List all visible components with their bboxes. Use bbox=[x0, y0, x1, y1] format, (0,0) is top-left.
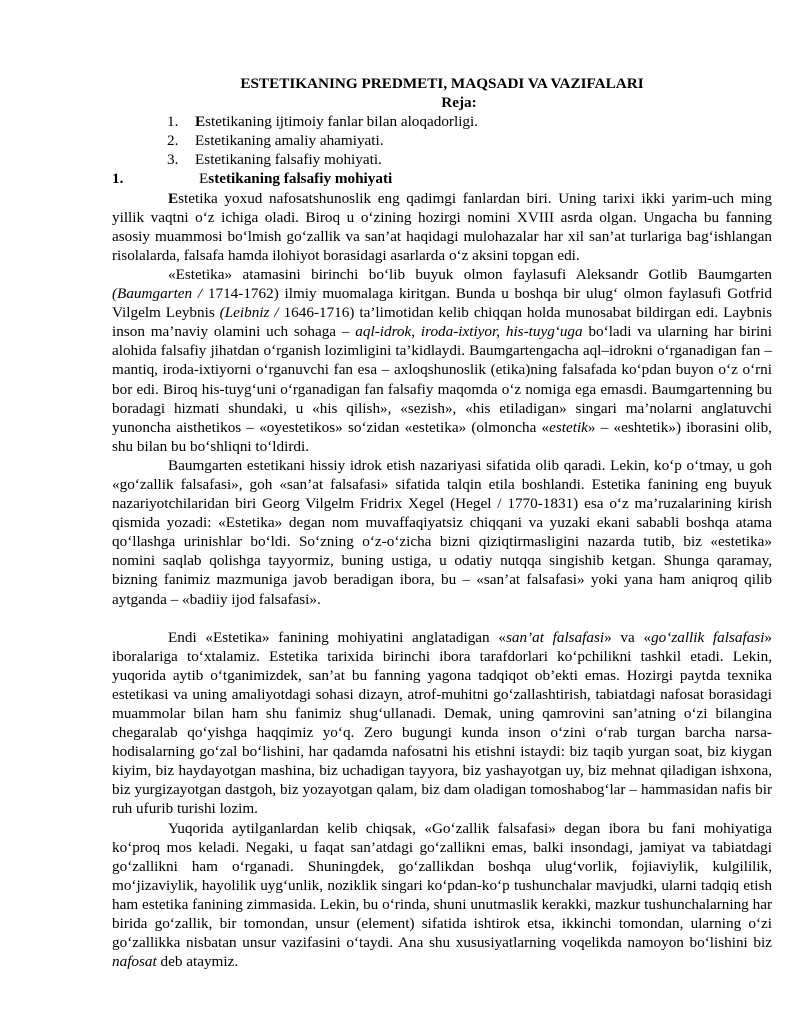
document-title: ESTETIKANING PREDMETI, MAQSADI VA VAZIFALARI bbox=[240, 75, 644, 92]
paragraph-2-italic: estetik bbox=[549, 418, 588, 436]
paragraph-2 bbox=[112, 265, 772, 456]
paragraph-4-part: » va « bbox=[604, 628, 652, 646]
paragraph-1-initial: E bbox=[168, 189, 179, 207]
paragraph-5-part: deb ataymiz. bbox=[156, 953, 239, 971]
paragraph-2-part: bo‘ladi va ularning har birini alohida falsafiy jihatdan o‘rganish lozimligini ta’kidlaydi. Baumgartengacha aql–idrokni o‘rganadigan fan – mantiq, iroda-ixtiyorni o‘rganuvchi fan esa – axloqshunoslik (etika)ning falsafada ko‘pdan buyon o‘z o‘rni bor edi. Biroq his-tuyg‘uni o‘rganadigan fan falsafiy maqomda o‘z nomiga ega emasdi. Baumgartenning bu boradagi hizmati shundaki, u «his qilish», «sezish», «his etiladigan» singari ma’nolarni anglatuvchi yunoncha aisthetikos – «oyestetikos» so‘zidan «estetika» (olmoncha « bbox=[112, 323, 772, 436]
plan-heading: Reja: bbox=[441, 94, 477, 112]
paragraph-4 bbox=[112, 628, 772, 819]
plan-item-text: Estetikaning falsafiy mohiyati. bbox=[195, 151, 382, 169]
paragraph-1 bbox=[112, 189, 772, 265]
section-title-initial: E bbox=[199, 170, 209, 188]
paragraph-4-italic: san’at falsafasi bbox=[505, 628, 605, 646]
paragraph-4-italic: go‘zallik falsafasi bbox=[651, 628, 765, 646]
paragraph-2-italic: (Baumgarten / bbox=[112, 285, 203, 303]
paragraph-2-italic: aql-idrok, iroda-ixtiyor, his-tuyg‘uga bbox=[355, 323, 583, 341]
section-title bbox=[199, 169, 772, 188]
section-heading bbox=[112, 169, 772, 188]
plan-item-number: 3. bbox=[167, 151, 179, 169]
paragraph-2-part: 1646-1716) ta’limotidan kelib chiqqan holda munosabat bildirgan edi. Laybnis inson ma’naviy olamini uch sohaga – bbox=[112, 304, 772, 341]
paragraph-1-text: stetika yoxud nafosatshunoslik eng qadimgi fanlardan biri. Uning tarixi ikki yarim-uch ming yillik vaqtni o‘z ichiga oladi. Biroq u o‘zining hozirgi nomini XVIII asrda olgan. Ungacha bu fanning asosiy muammosi bo‘lmish go‘zallik va san’at haqidagi mulohazalar har xil san’at turlariga bag‘ishlangan risolalarda, falsafa hamda ilohiyot borasidagi asarlarda o‘z aksini topgan edi. bbox=[112, 189, 772, 264]
plan-item-rest: stetikaning ijtimoiy fanlar bilan aloqadorligi. bbox=[205, 113, 479, 131]
plan-item-number: 1. bbox=[167, 113, 179, 131]
plan-item-number: 2. bbox=[167, 132, 179, 150]
plan-item bbox=[167, 112, 772, 131]
paragraph-5-part: Yuqorida aytilganlardan kelib chiqsak, «Go‘zallik falsafasi» degan ibora bu fani mohiyatiga ko‘proq mos keladi. Negaki, u faqat san’atdagi go‘zallikni emas, balki insondagi, jamiyat va tabiatdagi go‘zallikni ham o‘rganadi. Shuningdek, go‘zallikdan boshqa ulug‘vorlik, fojiaviylik, kulgililik, mo‘jizaviylik, hayolilik uyg‘unlik, noziklik singari ko‘pdan-ko‘p tushunchalar mavjudki, ularni tadqiq etish ham estetika fanining zimmasida. Lekin, bu o‘rinda, shuni unutmaslik kerakki, mazkur tushunchalarning har birida go‘zallik, bir tomondan, unsur (element) sifatida ishtirok etsa, ikkinchi tomondan, ularning o‘zi go‘zallikka nisbatan unsur vazifasini o‘taydi. Ana shu xususiyatlarning voqelikda namoyon bo‘lishini biz bbox=[112, 819, 772, 952]
plan-item-text: Estetikaning amaliy ahamiyati. bbox=[195, 132, 384, 150]
plan-item bbox=[167, 150, 772, 169]
paragraph-3: Baumgarten estetikani hissiy idrok etish nazariyasi sifatida olib qaradi. Lekin, ko‘p o‘tmay, u goh «go‘zallik falsafasi», goh «san’at falsafasi» sifatida talqin etila boshlandi. Estetika fanining eng buyuk nazariyotchilaridan biri Georg Vilgelm Fridrix Xegel (Hegel / 1770-1831) esa o‘z ma’ruzalarining kirish qismida yozadi: «Estetika» degan nom muvaffaqiyatsiz chiqqani va yuzaki ekani sababli boshqa atama qo‘llashga urinishlar bo‘ldi. So‘zning o‘z-o‘zicha bizni qiziqtirmasligini nazarda tutib, biz «estetika» nomini saqlab qolishga tayyormiz, buning ustiga, u odatiy nutqqa singishib ketgan. Shunga qaramay, bizning fanimiz mazmuniga javob beradigan ibora, bu – «san’at falsafasi» yoki yana ham aniqroq qilib aytganda – «badiiy ijod falsafasi». bbox=[112, 456, 772, 608]
paragraph-4-part: Endi «Estetika» fanining mohiyatini anglatadigan « bbox=[168, 628, 506, 646]
paragraph-5-italic: nafosat bbox=[112, 953, 157, 971]
plan-item-text bbox=[195, 112, 478, 131]
plan-item-initial: E bbox=[195, 113, 206, 131]
plan-item bbox=[167, 131, 772, 150]
paragraph-2-italic: (Leibniz / bbox=[219, 304, 279, 322]
paragraph-5 bbox=[112, 819, 772, 972]
section-number: 1. bbox=[112, 170, 124, 188]
document-page bbox=[112, 74, 772, 971]
paragraph-2-part: «Estetika» atamasini birinchi bo‘lib buyuk olmon faylasufi Aleksandr Gotlib Baumgarten bbox=[168, 265, 772, 283]
plan-list bbox=[112, 112, 772, 169]
paragraph-2-part: » – «eshtetik») iborasini olib, shu bilan bu bo‘shliqni to‘ldirdi. bbox=[112, 418, 772, 455]
paragraph-4-part: » iboralariga to‘xtalamiz. Estetika tarixida birinchi ibora tarafdorlari ko‘pchilikni tashkil etadi. Lekin, yuqorida aytib o‘tganimizdek, san’at bu fanning yagona tadqiqot ob’ekti emas. Hozirgi paytda texnika estetikasi va uning amaliyotdagi sohasi dizayn, atrof-muhitni go‘zallashtirish, tabiatdagi nafosat borasidagi muammolar bilan ham shu fanimiz shug‘ullanadi. Demak, uning qamrovini san’atning o‘zi bilangina chegaralab qo‘yishga haqqimiz yo‘q. Zero bugungi kunda inson o‘zini o‘rab turgan barcha narsa-hodisalarning go‘zal bo‘lishini, har qadamda nafosatni his etishni istaydi: biz taqib yurgan soat, biz kiygan kiyim, biz haydayotgan mashina, biz uchadigan tayyora, biz yashayotgan uy, biz mehnat qiladigan ishxona, biz yurgizayotgan dastgoh, biz yozayotgan qalam, biz dam oladigan tomoshabog‘lar – hammasidan nafis bir ruh ufurib turishi lozim. bbox=[112, 628, 773, 818]
paragraph-2-part: 1714-1762) ilmiy muomalaga kiritgan. Bunda u boshqa bir ulug‘ olmon faylasufi Gotfrid Vilgelm Leybnis bbox=[112, 285, 772, 322]
section-title-rest: stetikaning falsafiy mohiyati bbox=[208, 170, 393, 188]
